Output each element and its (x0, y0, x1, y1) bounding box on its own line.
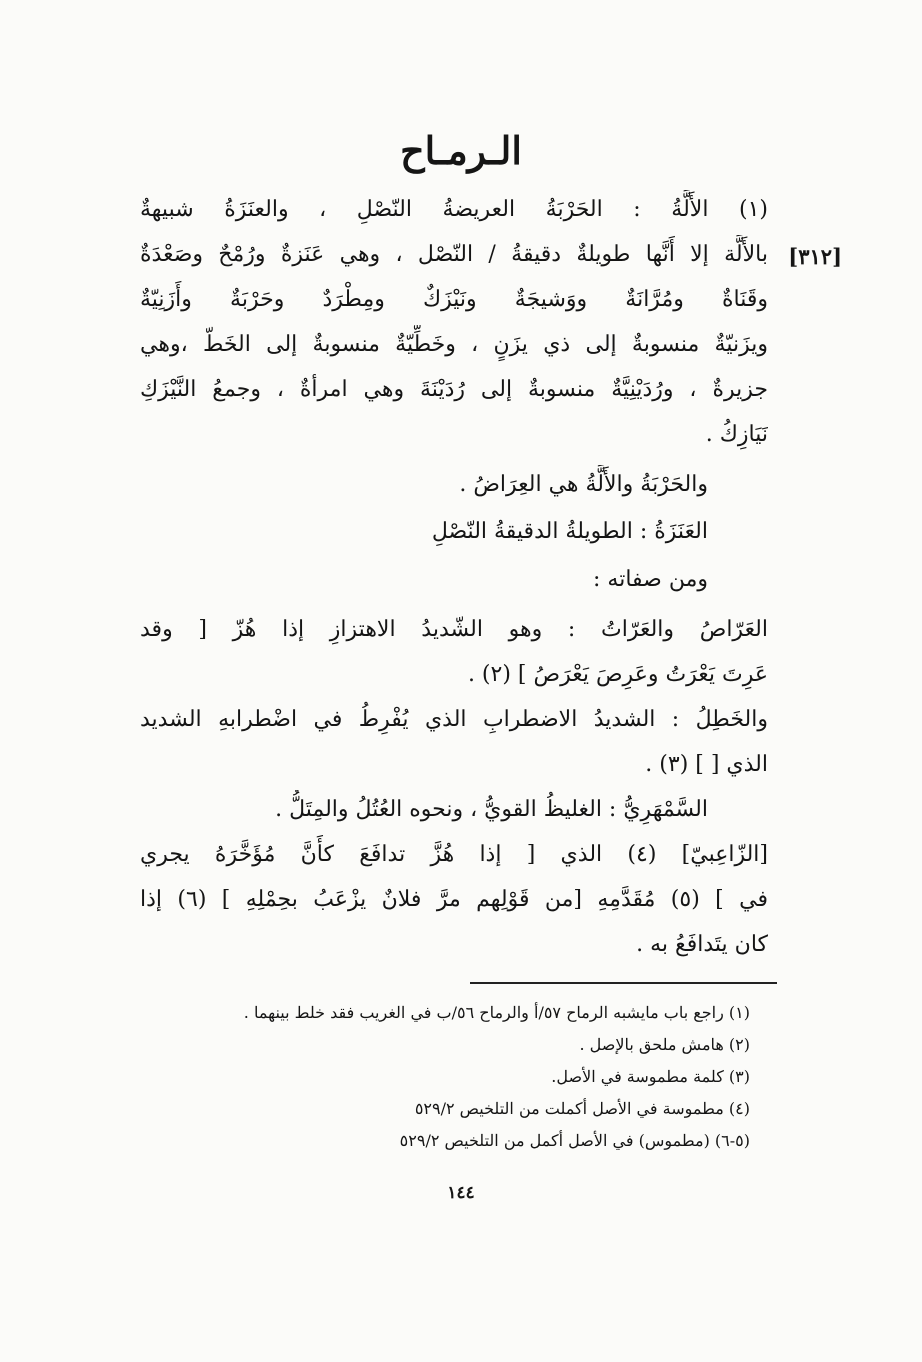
page-title: الـرمـاح (400, 128, 522, 173)
text-line: ومن صفاته : (593, 567, 708, 592)
text-line: وقَنَاةٌ ومُرَّانَةٌ ووَشيجَةٌ ونَيْزَكٌ ومِطْرَدٌ وحَرْبَةٌ وأَزَنِيّةٌ (140, 287, 768, 312)
text-line: والخَطِلُ : الشديدُ الاضطرابِ الذي يُفْرِطُ في اضْطرابهِ الشديد (140, 707, 768, 732)
footnote: (١) راجع باب مايشبه الرماح ٥٧/أ والرماح ٥٦/ب في الغريب فقد خلط بينهما . (243, 1003, 750, 1022)
page-number: ١٤٤ (447, 1183, 475, 1203)
text-line: الذي [ ] (٣) . (645, 752, 768, 777)
footnote: (٣) كلمة مطموسة في الأصل. (551, 1067, 750, 1086)
text-line: كان يتَدافَعُ به . (636, 932, 768, 957)
text-line: نَيَازِكُ . (705, 422, 768, 447)
text-line: جزيرةٌ ، ورُدَيْنِيَّةٌ منسوبةٌ إلى رُدَيْنَةَ وهي امرأةٌ ، وجمعُ النَّيْزَكِ (140, 377, 768, 402)
text-line: ويزَنيّةٌ منسوبةٌ إلى ذي يزَنٍ ، وخَطِّيّةٌ منسوبةٌ إلى الخَطّ ،وهي (140, 332, 768, 357)
text-line: العَنَزَةُ : الطويلةُ الدقيقةُ النّصْلِ (431, 519, 708, 544)
footnote: (٥-٦) (مطموس) في الأصل أكمل من التلخيص ٥٢٩/٢ (399, 1131, 750, 1150)
footnote: (٤) مطموسة في الأصل أكملت من التلخيص ٥٢٩/٢ (414, 1099, 750, 1118)
text-line: [الزّاعِبيّ] (٤) الذي [ إذا هُزَّ تدافَعَ كأَنَّ مُؤَخَّرَهُ يجري (140, 842, 768, 867)
text-line: السَّمْهَرِيُّ : الغليظُ القويُّ ، ونحوه العُتُلُ والمِتَلُّ . (275, 797, 708, 822)
margin-page-reference: [٣١٢] (788, 244, 842, 269)
footnote-divider (470, 982, 777, 984)
text-line: بالأَلَّة إلا أَنَّها طويلةٌ دقيقةُ / النّصْل ، وهي عَنَزةٌ ورُمْحٌ وصَعْدَةٌ (140, 242, 768, 267)
text-line: في ] (٥) مُقَدَّمِهِ [من قَوْلِهم مرَّ فلانٌ يزْعَبُ بحِمْلِهِ ] (٦) إذا (140, 887, 768, 912)
text-line: العَرّاصُ والعَرّاتُ : وهو الشّديدُ الاهتزازِ إذا هُزّ [ وقد (140, 617, 768, 642)
footnote: (٢) هامش ملحق بالإصل . (579, 1035, 750, 1054)
text-line: عَرِتَ يَعْرَتُ وعَرِصَ يَعْرَصُ ] (٢) . (467, 662, 768, 687)
text-line: والحَرْبَةُ والأَلَّةُ هي العِرَاضُ . (459, 472, 708, 497)
text-line: (١) الأَلَّةُ : الحَرْبَةُ العريضةُ النّصْلِ ، والعنَزَةُ شبيهةٌ (140, 197, 768, 222)
